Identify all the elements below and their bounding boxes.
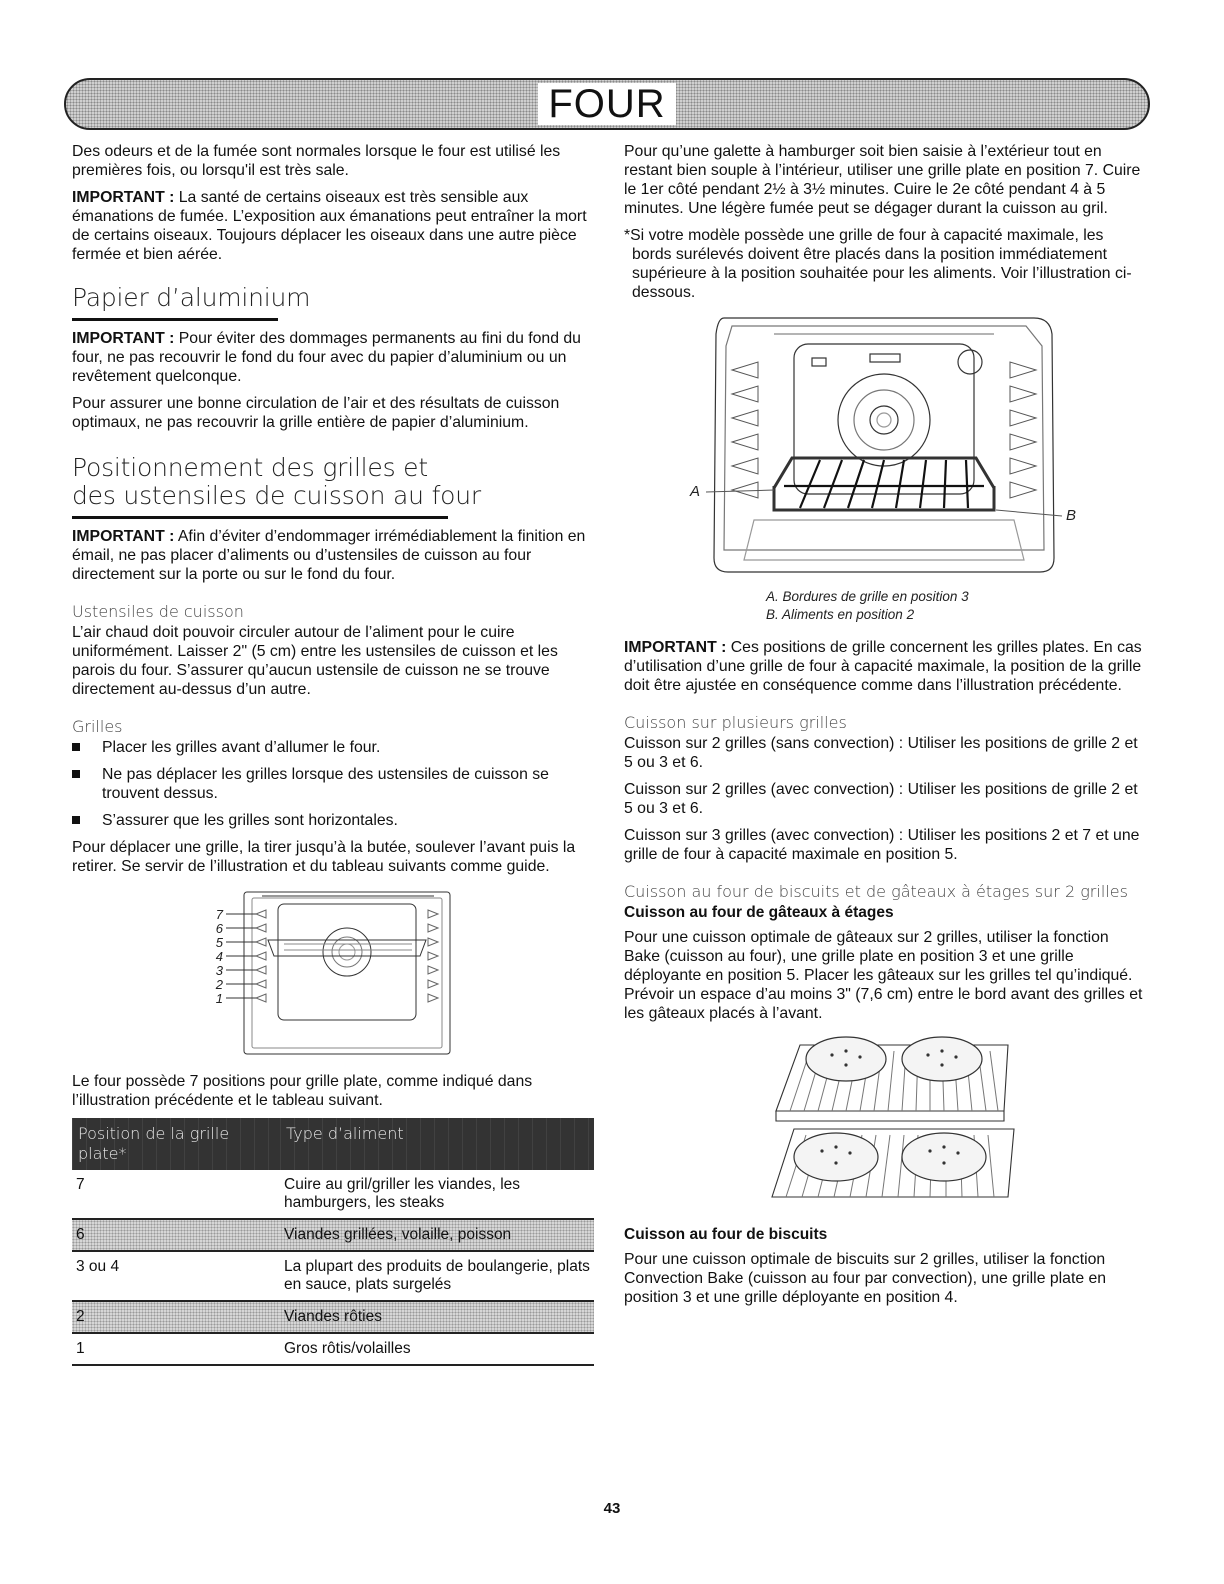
foil-heading: Papier d’aluminium <box>72 283 311 312</box>
list-item: Placer les grilles avant d’allumer le four. <box>72 738 592 757</box>
max-capacity-rack-illustration <box>624 310 1144 580</box>
page-number: 43 <box>603 1500 621 1517</box>
rack-number-label: 4 <box>215 949 223 964</box>
table-cell-food: Viandes rôties <box>280 1301 594 1333</box>
foil-warning: IMPORTANT : Pour éviter des dommages permanents au fini du fond du four, ne pas recouvrir le fond du four avec du papier d’aluminium ou un revêtement quelconque. <box>72 330 581 385</box>
table-row <box>72 1333 594 1365</box>
cakes-on-racks-illustration <box>624 1031 1144 1211</box>
cookies-subheading: Cuisson au four de biscuits <box>624 1226 828 1243</box>
table-row <box>72 1170 594 1219</box>
section-title: FOUR <box>538 83 675 125</box>
foil-paragraph: Pour assurer une bonne circulation de l’air et des résultats de cuisson optimaux, ne pas recouvrir la grille entière de papier d’aluminium. <box>72 395 560 431</box>
multi-rack-paragraph: Cuisson sur 2 grilles (avec convection) : Utiliser les positions de grille 2 et 5 ou 3 et 6. <box>624 781 1138 817</box>
table-cell-position: 6 <box>72 1219 280 1251</box>
cookware-paragraph: L’air chaud doit pouvoir circuler autour de l’aliment pour le cuire uniformément. Laisser 2" (5 cm) entre les ustensiles de cuisson et les parois du four. S’assurer qu’aucun ustensile de cuisson ne se trouve directement au-dessus d’un autre. <box>72 624 558 698</box>
rack-type-warning: IMPORTANT : Ces positions de grille concernent les grilles plates. En cas d’utilisation d’une grille de four à capacité maximale, la position de la grille doit être ajustée en conséquence comme dans l’illustration précédente. <box>624 639 1142 694</box>
multi-rack-paragraph: Cuisson sur 2 grilles (sans convection) : Utiliser les positions de grille 2 et 5 ou 3 et 6. <box>624 735 1138 771</box>
list-item: Ne pas déplacer les grilles lorsque des ustensiles de cuisson se trouvent dessus. <box>72 765 592 803</box>
rack-positions-illustration <box>72 884 592 1064</box>
cookies-paragraph: Pour une cuisson optimale de biscuits sur 2 grilles, utiliser la fonction Convection Bake (cuisson au four par convection), une grille plate en position 3 et une grille déployante en position 4. <box>624 1251 1107 1306</box>
table-cell-food: Viandes grillées, volaille, poisson <box>280 1219 594 1251</box>
rack-positions-table <box>72 1118 594 1366</box>
table-cell-position: 2 <box>72 1301 280 1333</box>
table-header: Position de la grille plate* <box>72 1118 280 1170</box>
table-row <box>72 1301 594 1333</box>
rack-number-label: 1 <box>215 991 223 1006</box>
racks-bullet-list <box>72 738 592 830</box>
table-header: Type d’aliment <box>280 1118 594 1170</box>
table-cell-food: Gros rôtis/volailles <box>280 1333 594 1365</box>
intro-paragraph: Des odeurs et de la fumée sont normales lorsque le four est utilisé les premières fois, ou lorsqu'il est très sale. <box>72 143 561 179</box>
multi-rack-paragraph: Cuisson sur 3 grilles (avec convection) : Utiliser les positions 2 et 7 et une grille de four à capacité maximale en position 5. <box>624 827 1140 863</box>
left-column <box>72 142 592 1366</box>
positioning-heading-rule <box>72 516 448 519</box>
figure-label-a: A <box>690 483 701 500</box>
section-banner <box>64 78 1150 130</box>
figure-label-b: B <box>1066 507 1077 524</box>
max-capacity-note: *Si votre modèle possède une grille de four à capacité maximale, les bords surélevés doivent être placés dans la position immédiatement supérieure à la position souhaitée pour les aliments. Voir l’illustration ci-dessous. <box>624 227 1132 301</box>
caption-b: B. Aliments en position 2 <box>766 607 915 622</box>
cookware-heading: Ustensiles de cuisson <box>72 602 244 621</box>
foil-heading-rule <box>72 318 278 321</box>
table-cell-food: La plupart des produits de boulangerie, plats en sauce, plats surgelés <box>280 1251 594 1301</box>
table-cell-food: Cuire au gril/griller les viandes, les hamburgers, les steaks <box>280 1170 594 1219</box>
multi-rack-heading: Cuisson sur plusieurs grilles <box>624 713 847 732</box>
biscuits-cakes-heading: Cuisson au four de biscuits et de gâteaux à étages sur 2 grilles <box>624 882 1128 901</box>
right-column <box>624 142 1144 1315</box>
caption-a: A. Bordures de grille en position 3 <box>766 589 969 604</box>
table-cell-position: 3 ou 4 <box>72 1251 280 1301</box>
layer-cakes-paragraph: Pour une cuisson optimale de gâteaux sur 2 grilles, utiliser la fonction Bake (cuisson au four), une grille plate en position 3 et une grille déployante en position 5. Placer les gâteaux sur les grilles tel qu’indiqué. Prévoir un espace d’au moins 3" (7,6 cm) entre le bord avant des grilles et les gâteaux placés à l’avant. <box>624 929 1143 1022</box>
rack-move-paragraph: Pour déplacer une grille, la tirer jusqu’à la butée, soulever l’avant puis la retirer. Se servir de l’illustration et du tableau suivants comme guide. <box>72 839 576 875</box>
layer-cakes-subheading: Cuisson au four de gâteaux à étages <box>624 904 894 921</box>
table-cell-position: 7 <box>72 1170 280 1219</box>
enamel-warning: IMPORTANT : Afin d’éviter d’endommager irrémédiablement la finition en émail, ne pas placer d’aliments ou d’ustensiles de cuisson au four directement sur la porte ou sur le fond du four. <box>72 528 586 583</box>
birds-warning: IMPORTANT : La santé de certains oiseaux est très sensible aux émanations de fumée. L’exposition aux émanations peut entraîner la mort de certains oiseaux. Toujours déplacer les oiseaux dans une autre pièce fermée et bien aérée. <box>72 189 587 263</box>
figure-caption <box>624 588 1144 624</box>
list-item: S’assurer que les grilles sont horizontales. <box>72 811 592 830</box>
racks-heading: Grilles <box>72 717 123 736</box>
rack-number-label: 6 <box>215 921 223 936</box>
positions-paragraph: Le four possède 7 positions pour grille plate, comme indiqué dans l’illustration précédente et le tableau suivant. <box>72 1073 533 1109</box>
table-row <box>72 1219 594 1251</box>
rack-number-label: 5 <box>215 935 223 950</box>
positioning-heading: Positionnement des grilles et des ustensiles de cuisson au four <box>72 453 481 510</box>
rack-number-label: 3 <box>215 963 223 978</box>
table-row <box>72 1251 594 1301</box>
rack-number-label: 7 <box>215 907 223 922</box>
hamburger-paragraph: Pour qu’une galette à hamburger soit bien saisie à l’extérieur tout en restant bien souple à l’intérieur, utiliser une grille plate en position 7. Cuire le 1er côté pendant 2½ à 3½ minutes. Cuire le 2e côté pendant 4 à 5 minutes. Une légère fumée peut se dégager durant la cuisson au gril. <box>624 143 1141 217</box>
rack-number-label: 2 <box>215 977 223 992</box>
table-cell-position: 1 <box>72 1333 280 1365</box>
